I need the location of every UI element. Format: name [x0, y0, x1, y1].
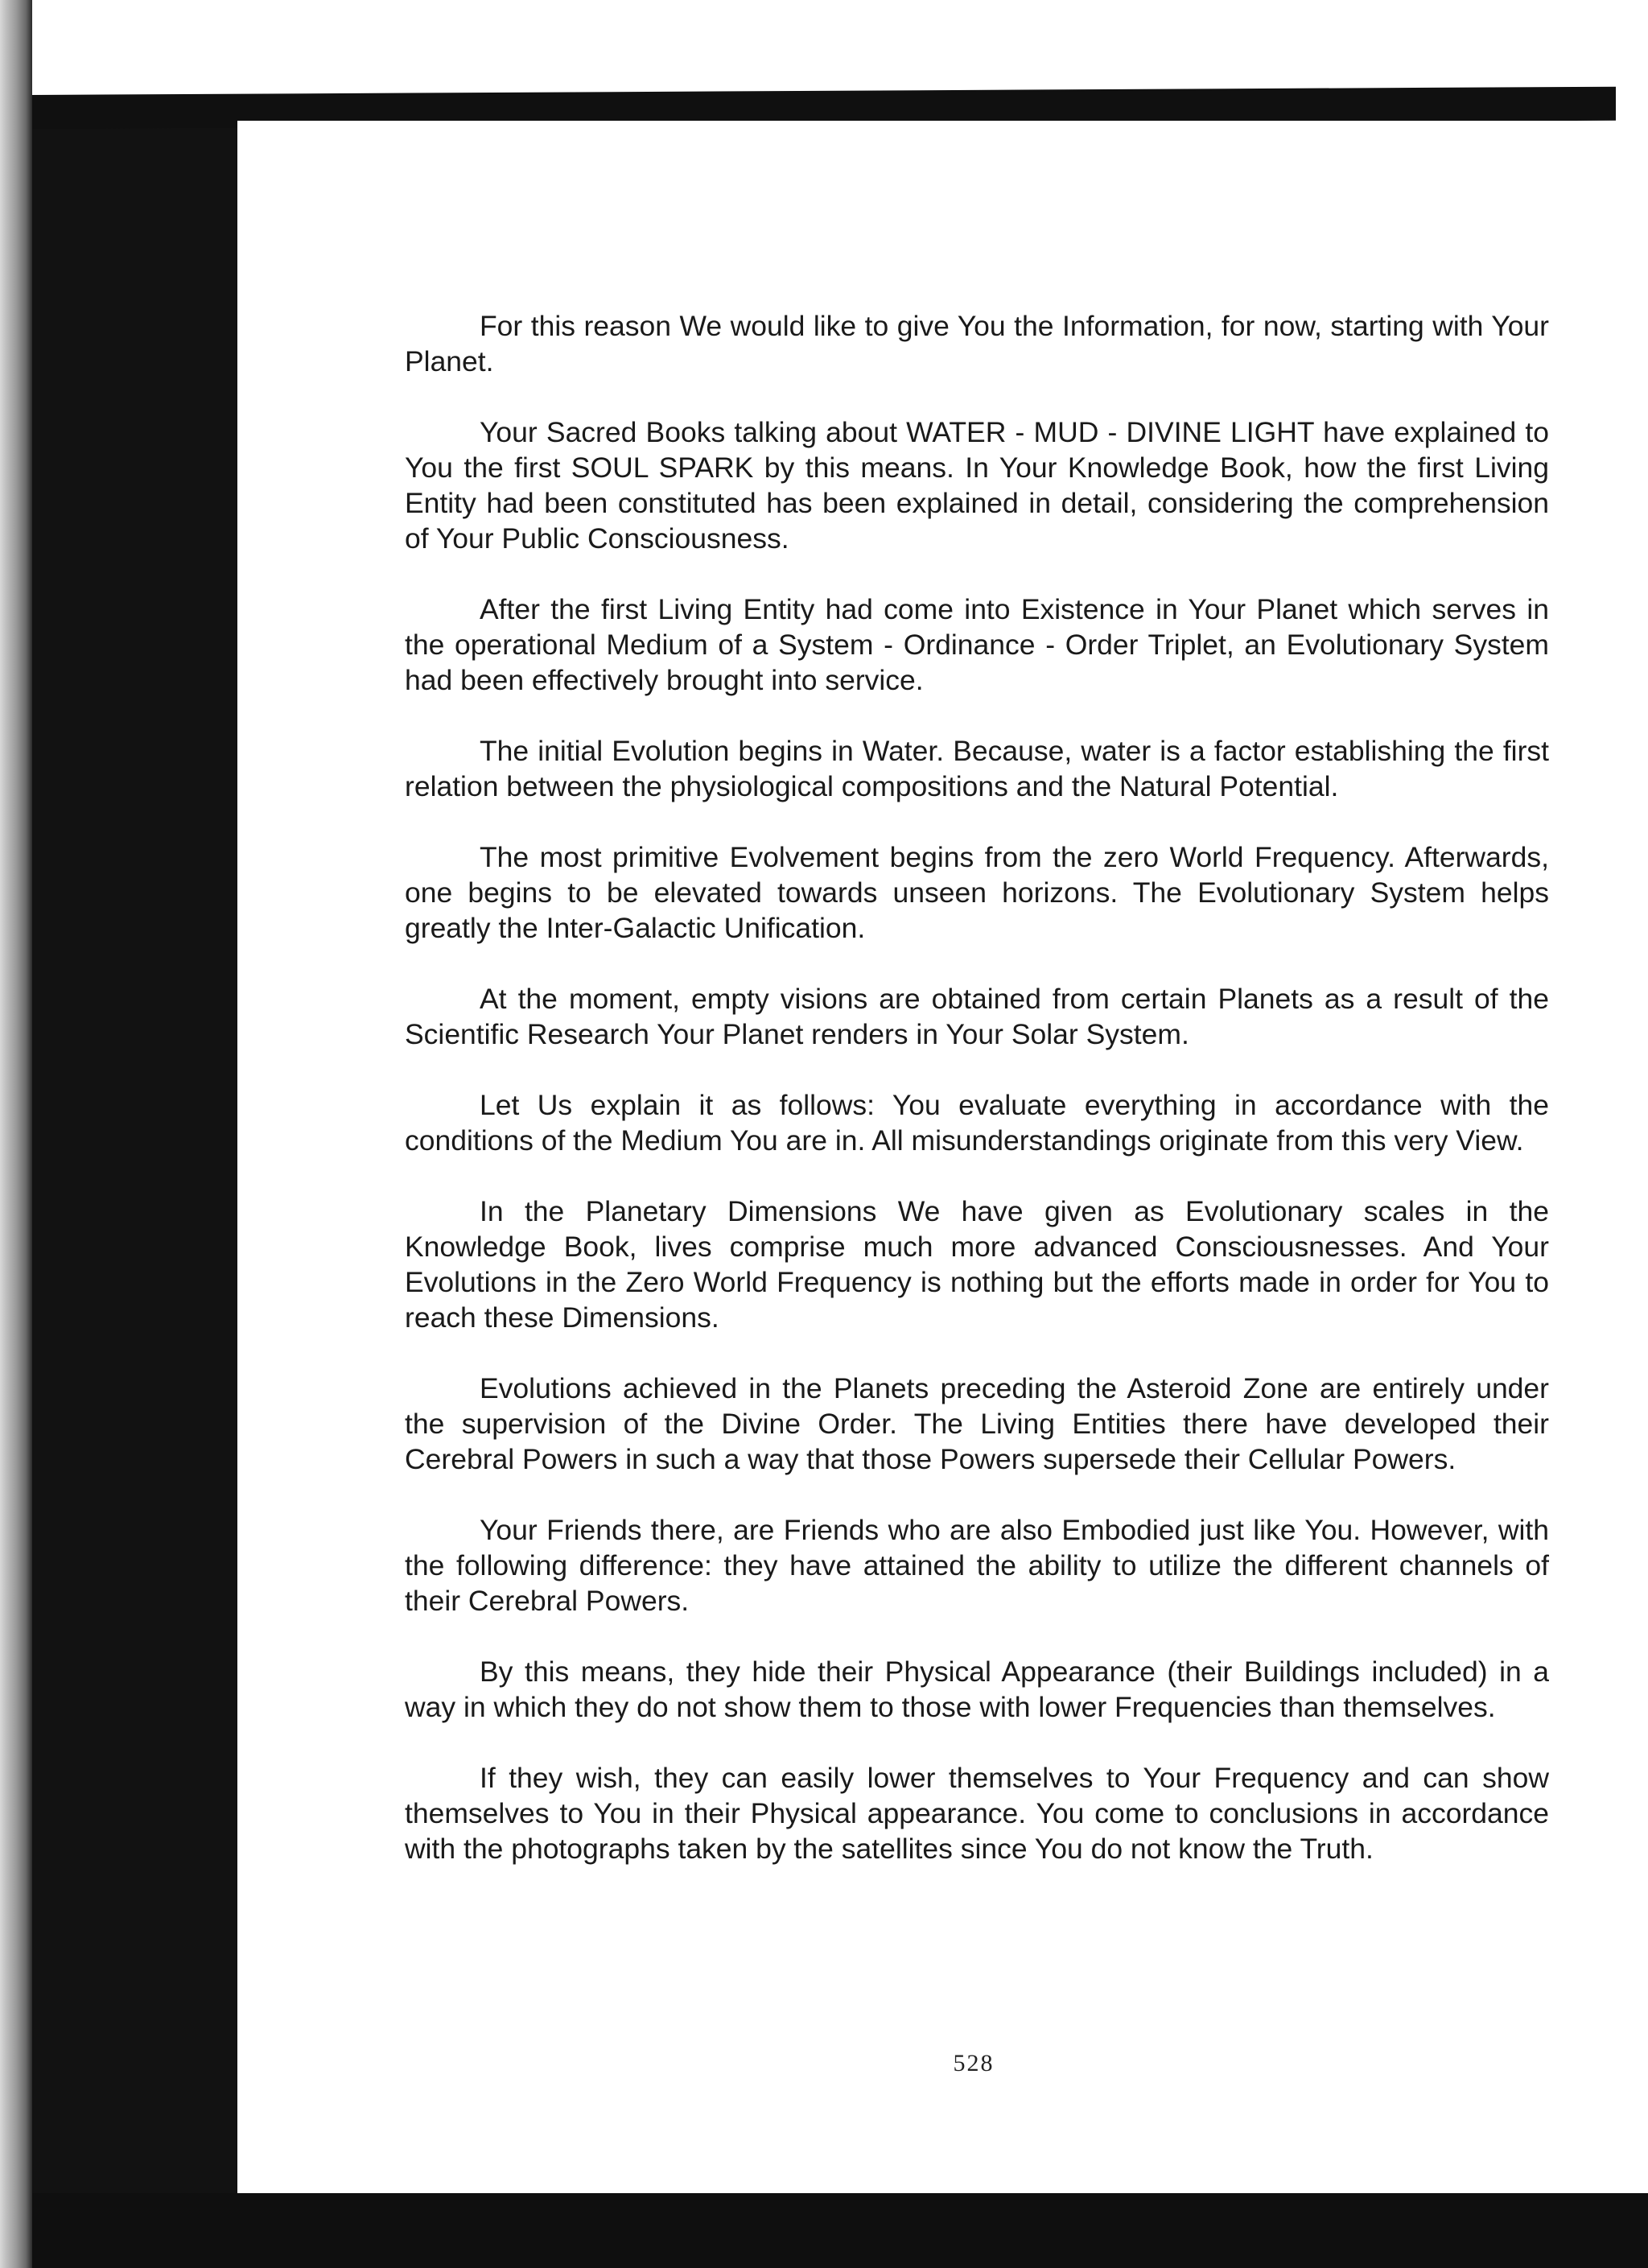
scan-left-margin: [0, 0, 32, 2268]
paragraph: If they wish, they can easily lower themselves to Your Frequency and can show themselves to You in their Physical appearance. You come to conclusions in accordance with the photographs taken by the satellites since You do not know the Truth.: [405, 1762, 1549, 1865]
page-number: 528: [953, 2050, 995, 2076]
paragraph: After the first Living Entity had come into Existence in Your Planet which serves in the operational Medium of a System - Ordinance - Order Triplet, an Evolutionary System had been effectively brought into service.: [405, 593, 1549, 696]
paragraph: Let Us explain it as follows: You evaluate everything in accordance with the conditions of the Medium You are in. All misunderstandings originate from this very View.: [405, 1089, 1549, 1157]
paragraph: For this reason We would like to give You the Information, for now, starting with Your Planet.: [405, 310, 1549, 377]
paragraph: The most primitive Evolvement begins from the zero World Frequency. Afterwards, one begins to be elevated towards unseen horizons. The Evolutionary System helps greatly the Inter-Galactic Unification.: [405, 841, 1549, 944]
paragraph: Your Friends there, are Friends who are also Embodied just like You. However, with the following difference: they have attained the ability to utilize the different channels of their Cerebral Powers.: [405, 1514, 1549, 1617]
paragraph: In the Planetary Dimensions We have given as Evolutionary scales in the Knowledge Book, lives comprise much more advanced Consciousnesses. And Your Evolutions in the Zero World Frequency is nothing but the efforts made in order for You to reach these Dimensions.: [405, 1195, 1549, 1334]
paragraph: At the moment, empty visions are obtained from certain Planets as a result of the Scientific Research Your Planet renders in Your Solar System.: [405, 983, 1549, 1050]
scan-left-border: [32, 105, 237, 2268]
body-text: [405, 308, 1549, 1866]
scan-bottom-border: [32, 2193, 1648, 2268]
scan-top-margin: [0, 0, 1648, 95]
paragraph: By this means, they hide their Physical Appearance (their Buildings included) in a way in which they do not show them to those with lower Frequencies than themselves.: [405, 1656, 1549, 1723]
paragraph: Your Sacred Books talking about WATER - MUD - DIVINE LIGHT have explained to You the first SOUL SPARK by this means. In Your Knowledge Book, how the first Living Entity had been constituted has been explained in detail, considering the comprehension of Your Public Consciousness.: [405, 416, 1549, 555]
paragraph: The initial Evolution begins in Water. Because, water is a factor establishing the first relation between the physiological compositions and the Natural Potential.: [405, 735, 1549, 802]
paragraph: Evolutions achieved in the Planets preceding the Asteroid Zone are entirely under the supervision of the Divine Order. The Living Entities there have developed their Cerebral Powers in such a way that those Powers supersede their Cellular Powers.: [405, 1372, 1549, 1475]
